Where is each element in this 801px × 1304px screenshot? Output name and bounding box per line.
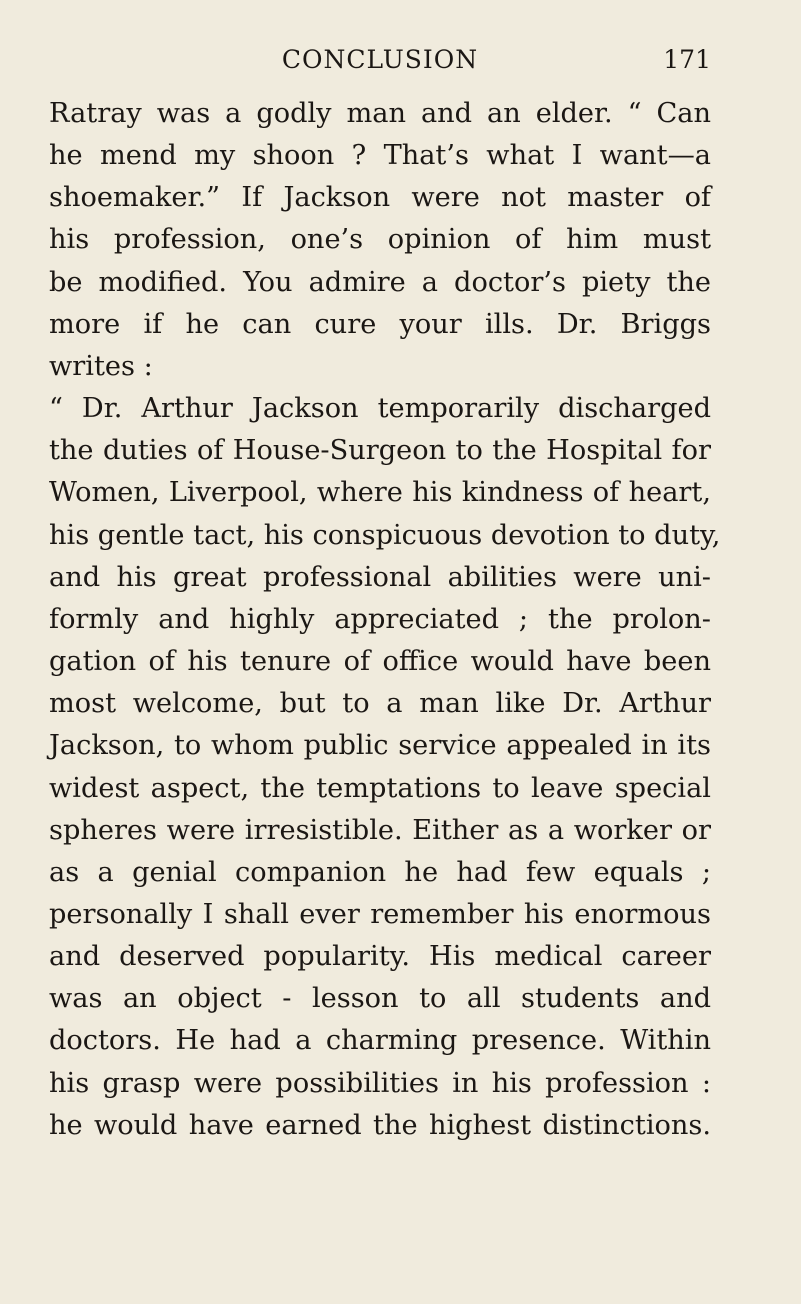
- text-line: the duties of House-Surgeon to the Hospital for: [49, 435, 711, 467]
- text-line: his profession, one’s opinion of him must: [49, 224, 711, 256]
- text-line: he would have earned the highest distinctions.: [49, 1109, 711, 1141]
- text-line: and his great professional abilities were uni-: [49, 561, 711, 593]
- body-text: [49, 93, 721, 1147]
- text-line: Women, Liverpool, where his kindness of heart,: [49, 477, 711, 509]
- text-line: as a genial companion he had few equals ;: [49, 856, 711, 888]
- text-line: his grasp were possibilities in his profession :: [49, 1067, 711, 1099]
- text-line: personally I shall ever remember his enormous: [49, 898, 711, 930]
- page-header: [49, 45, 711, 89]
- text-line: “ Dr. Arthur Jackson temporarily discharged: [49, 393, 711, 425]
- text-line: writes :: [49, 350, 153, 382]
- text-line: doctors. He had a charming presence. Within: [49, 1025, 711, 1057]
- text-line: shoemaker.” If Jackson were not master of: [49, 182, 711, 214]
- text-line: and deserved popularity. His medical career: [49, 941, 711, 973]
- text-line: gation of his tenure of office would have been: [49, 646, 711, 678]
- text-line: be modified. You admire a doctor’s piety the: [49, 266, 711, 298]
- text-line: formly and highly appreciated ; the prolon-: [49, 603, 711, 635]
- text-line: most welcome, but to a man like Dr. Arthur: [49, 688, 711, 720]
- text-line: his gentle tact, his conspicuous devotion to duty,: [49, 519, 721, 551]
- page-number: 171: [663, 45, 711, 74]
- text-line: he mend my shoon ? That’s what I want—a: [49, 140, 711, 172]
- text-line: widest aspect, the temptations to leave special: [49, 772, 711, 804]
- text-line: Ratray was a godly man and an elder. “ Can: [49, 98, 711, 129]
- text-line: more if he can cure your ills. Dr. Briggs: [49, 308, 711, 340]
- text-line: spheres were irresistible. Either as a worker or: [49, 814, 711, 846]
- text-line: Jackson, to whom public service appealed in its: [49, 730, 711, 762]
- text-line: was an object - lesson to all students and: [49, 983, 711, 1015]
- running-head: CONCLUSION: [281, 45, 479, 74]
